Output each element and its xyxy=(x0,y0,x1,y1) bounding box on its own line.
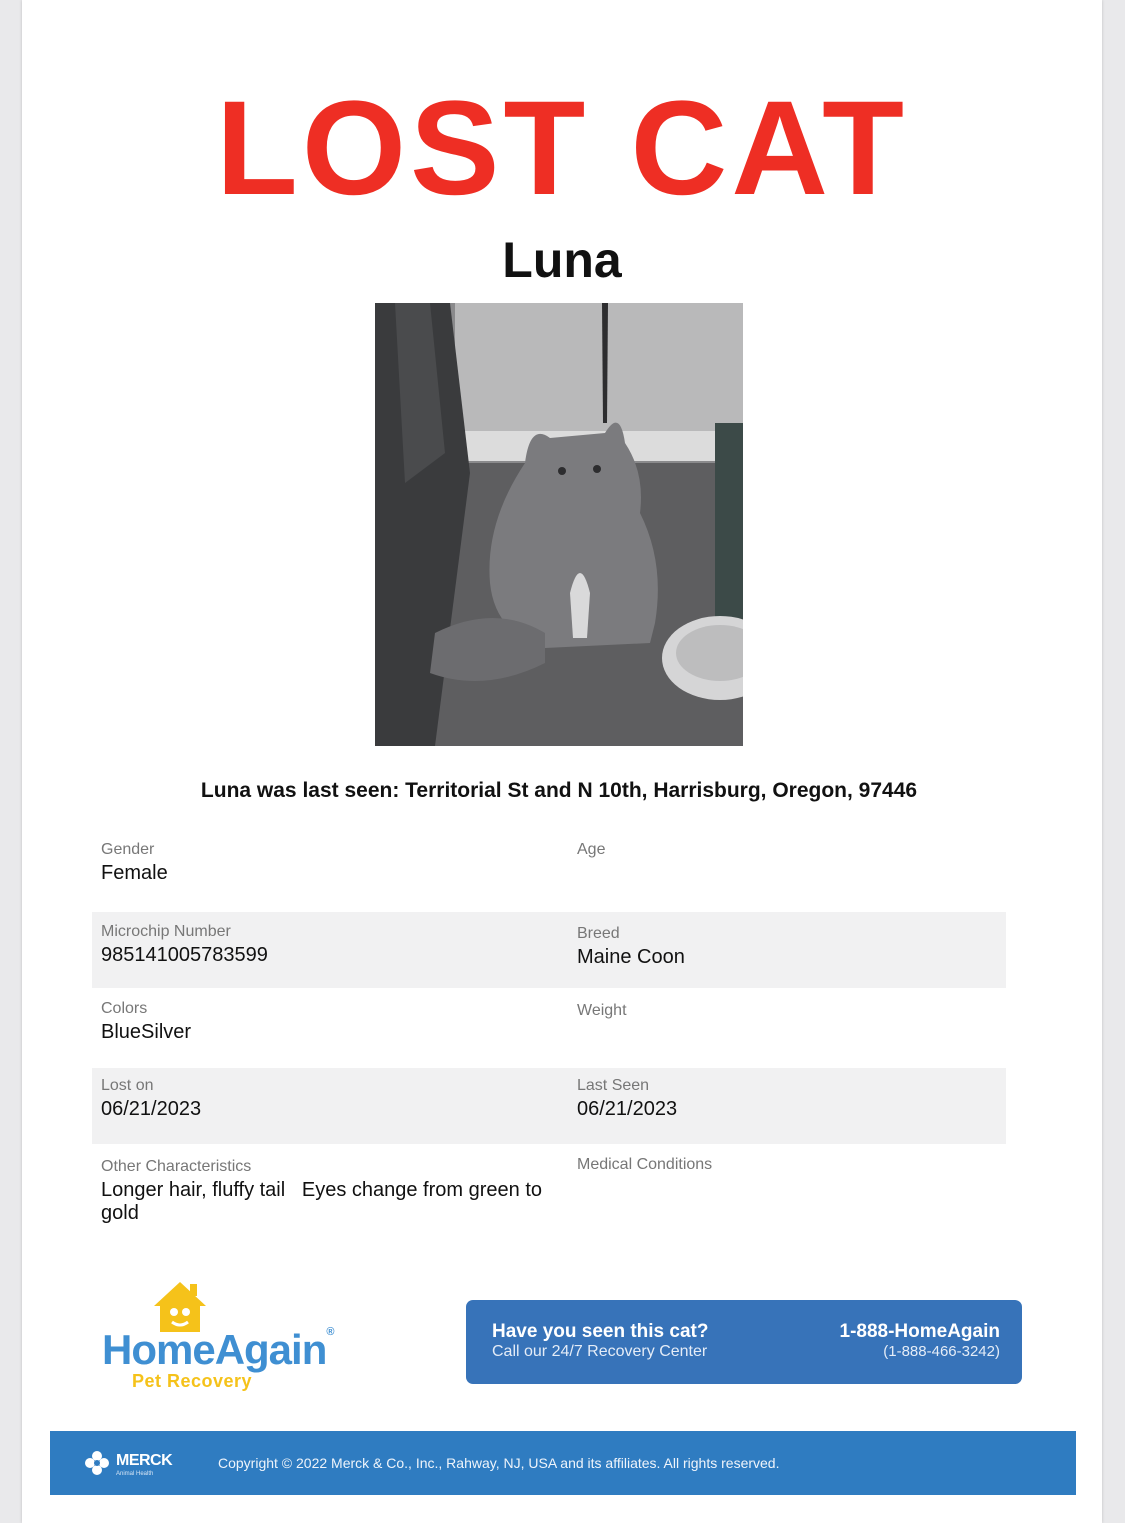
details-row xyxy=(92,912,1006,988)
weight-cell xyxy=(577,1001,997,1023)
medical-conditions-cell xyxy=(577,1155,997,1177)
colors-cell xyxy=(101,999,551,1044)
last-seen-value: 06/21/2023 xyxy=(577,1098,678,1120)
recovery-call-banner[interactable] xyxy=(466,1300,1022,1384)
homeagain-logo xyxy=(100,1274,350,1398)
details-row xyxy=(92,988,1006,1068)
details-row xyxy=(92,1144,1006,1244)
lost-on-cell xyxy=(101,1076,551,1121)
age-cell xyxy=(577,840,997,862)
lost-on-label: Lost on xyxy=(101,1077,154,1094)
medical-conditions-label: Medical Conditions xyxy=(577,1156,713,1173)
gender-label: Gender xyxy=(101,841,155,858)
pet-details-table xyxy=(92,830,1006,1244)
last-seen-location: Luna was last seen: Territorial St and N 10th, Harrisburg, Oregon, 97446 xyxy=(200,779,918,802)
lost-pet-poster xyxy=(22,0,1102,1523)
cat-photo xyxy=(375,303,743,746)
microchip-value: 985141005783599 xyxy=(101,944,268,966)
breed-cell xyxy=(577,924,997,969)
cat-photo-illustration xyxy=(375,303,743,746)
merck-wordmark: MERCK xyxy=(116,1452,173,1469)
logo-reg-mark: ® xyxy=(326,1326,334,1338)
other-characteristics-value: Longer hair, fluffy tail Eyes change from green to gold xyxy=(101,1179,548,1224)
logo-wordmark xyxy=(102,1326,333,1374)
breed-label: Breed xyxy=(577,925,620,942)
details-row xyxy=(92,1068,1006,1144)
footer xyxy=(50,1431,1076,1495)
colors-label: Colors xyxy=(101,1000,148,1017)
merck-subtitle: Animal Health xyxy=(116,1471,154,1477)
age-label: Age xyxy=(577,841,606,858)
merck-logo-icon xyxy=(84,1450,110,1476)
last-seen-label: Last Seen xyxy=(577,1077,650,1094)
logo-subtitle: Pet Recovery xyxy=(132,1371,253,1391)
breed-value: Maine Coon xyxy=(577,946,685,968)
gender-cell xyxy=(101,840,551,885)
colors-value: BlueSilver xyxy=(101,1021,192,1043)
cta-subtitle: Call our 24/7 Recovery Center xyxy=(492,1343,708,1360)
cta-title: Have you seen this cat? xyxy=(492,1321,709,1342)
last-seen-cell xyxy=(577,1076,997,1121)
logo-brand: HomeAgain xyxy=(102,1326,327,1373)
lost-on-value: 06/21/2023 xyxy=(101,1098,202,1120)
headline: LOST CAT xyxy=(216,74,908,223)
other-characteristics-cell xyxy=(101,1157,551,1225)
microchip-cell xyxy=(101,922,551,967)
weight-label: Weight xyxy=(577,1002,627,1019)
gender-value: Female xyxy=(101,862,168,884)
pet-name: Luna xyxy=(502,232,622,288)
other-characteristics-label: Other Characteristics xyxy=(101,1158,252,1175)
details-row xyxy=(92,830,1006,912)
copyright: Copyright © 2022 Merck & Co., Inc., Rahway, NJ, USA and its affiliates. All rights reserved. xyxy=(218,1455,780,1471)
cta-phone[interactable]: 1-888-HomeAgain xyxy=(839,1321,1000,1342)
cta-phone-numeric[interactable]: (1-888-466-3242) xyxy=(883,1343,1000,1360)
microchip-label: Microchip Number xyxy=(101,923,231,940)
